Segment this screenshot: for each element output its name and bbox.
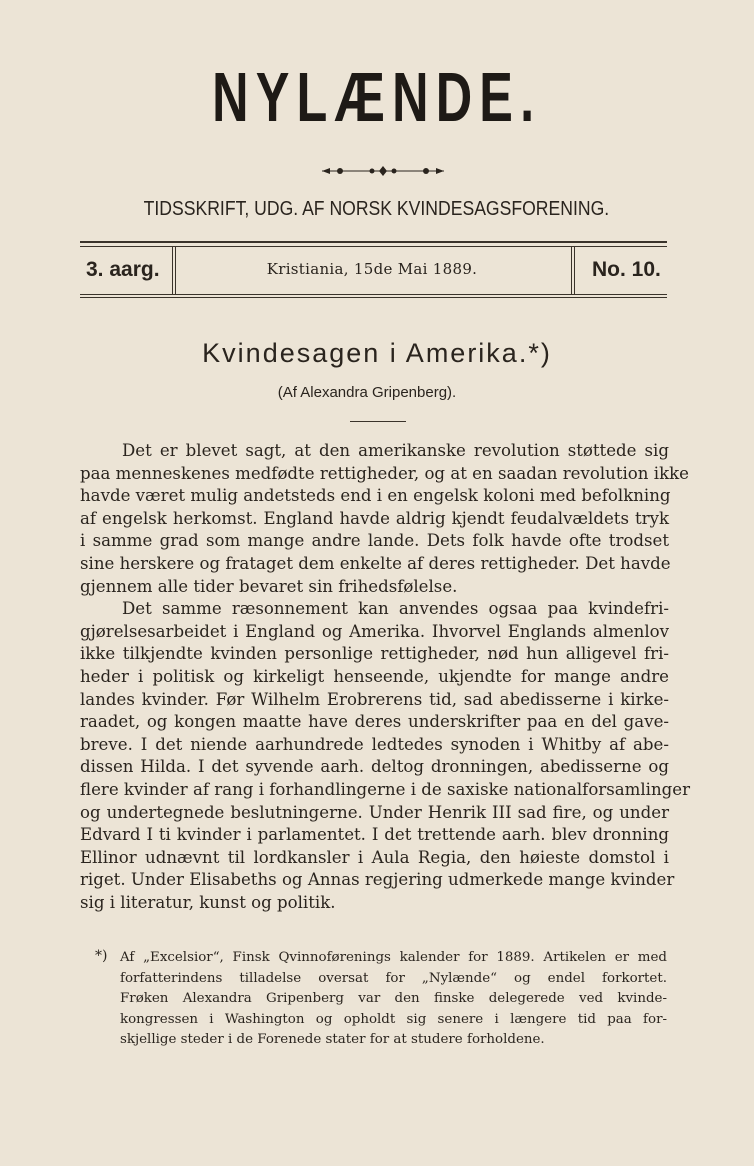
footnote-line: kongressen i Washington og opholdt sig senere i længere tid paa for- (120, 1011, 667, 1027)
header-divider-right-2 (574, 247, 575, 294)
body-line: riget. Under Elisabeths og Annas regjering udmerkede mange kvinder (80, 870, 675, 890)
body-line: landes kvinder. Før Wilhelm Erobrerens tid, sad abedisserne i kirke- (80, 689, 669, 709)
title-rule (350, 421, 406, 422)
body-line: dissen Hilda. I det syvende aarh. deltog dronningen, abedisserne og (80, 757, 669, 777)
body-line: og undertegnede beslutningerne. Under Henrik III sad fire, og under (80, 802, 669, 822)
footnote-line: forfatterindens tilladelse oversat for „Nylænde“ og endel forkortet. (120, 970, 667, 986)
body-line: sig i literatur, kunst og politik. (80, 892, 336, 912)
body-line: i samme grad som mange andre lande. Dets folk havde ofte trodset (80, 531, 669, 551)
body-line: gjørelsesarbeidet i England og Amerika. Ihvorvel Englands almenlov (80, 621, 669, 641)
article-title: Kvindesagen i Amerika.*) (202, 338, 552, 368)
body-line: Edvard I ti kvinder i parlamentet. I det trettende aarh. blev dronning (80, 825, 669, 845)
ornament-divider-icon (318, 164, 448, 178)
masthead-subtitle: TIDSSKRIFT, UDG. AF NORSK KVINDESAGSFORENING. (143, 198, 610, 220)
body-line: Ellinor udnævnt til lordkansler i Aula Regia, den høieste domstol i (80, 847, 669, 867)
issue-place-date: Kristiania, 15de Mai 1889. (266, 260, 478, 278)
body-line: raadet, og kongen maatte have deres underskrifter paa en del gave- (80, 712, 669, 732)
article-author: (Af Alexandra Gripenberg). (277, 384, 457, 401)
body-line: Det samme ræsonnement kan anvendes ogsaa paa kvindefri- (122, 599, 669, 619)
footnote-line: Af „Excelsior“, Finsk Qvinnoførenings kalender for 1889. Artikelen er med (120, 950, 667, 965)
body-line: ikke tilkjendte kvinden personlige rettigheder, nød hun alligevel fri- (80, 644, 669, 664)
article-body (80, 440, 691, 914)
body-line: havde været mulig andetsteds end i en engelsk koloni med befolkning (80, 486, 671, 506)
body-line: Det er blevet sagt, at den amerikanske revolution støttede sig (122, 441, 669, 460)
header-divider-left (172, 247, 173, 294)
footnote-line: Frøken Alexandra Gripenberg var den finske delegerede ved kvinde- (120, 991, 667, 1006)
header-divider-right (571, 247, 572, 294)
footnote (120, 948, 667, 1051)
body-line: gjennem alle tider bevaret sin frihedsfølelse. (80, 576, 458, 596)
body-line: af engelsk herkomst. England havde aldrig kjendt feudalvældets tryk (80, 508, 669, 528)
header-rule-top (80, 241, 667, 243)
body-line: paa menneskenes medfødte rettigheder, og at en saadan revolution ikke (80, 463, 690, 483)
body-line: flere kvinder af rang i forhandlingerne i de saxiske nationalforsamlinger (80, 779, 691, 799)
issue-year: 3. aarg. (86, 258, 160, 281)
header-rule-bottom-thin (80, 297, 667, 298)
body-line: heder i politisk og kirkeligt henseende, ukjendte for mange andre (80, 666, 669, 686)
footnote-line: skjellige steder i de Forenede stater for at studere forholdene. (120, 1032, 545, 1047)
body-line: breve. I det niende aarhundrede ledtedes synoden i Whitby af abe- (80, 734, 669, 754)
issue-number: No. 10. (592, 258, 661, 281)
body-line: sine herskere og frataget dem enkelte af deres rettigheder. Det havde (80, 553, 671, 573)
header-rule-bottom (80, 294, 667, 295)
footnote-marker: *) (95, 948, 108, 964)
header-rule-top-thin (80, 246, 667, 247)
masthead-title: NYLÆNDE. (212, 58, 542, 136)
